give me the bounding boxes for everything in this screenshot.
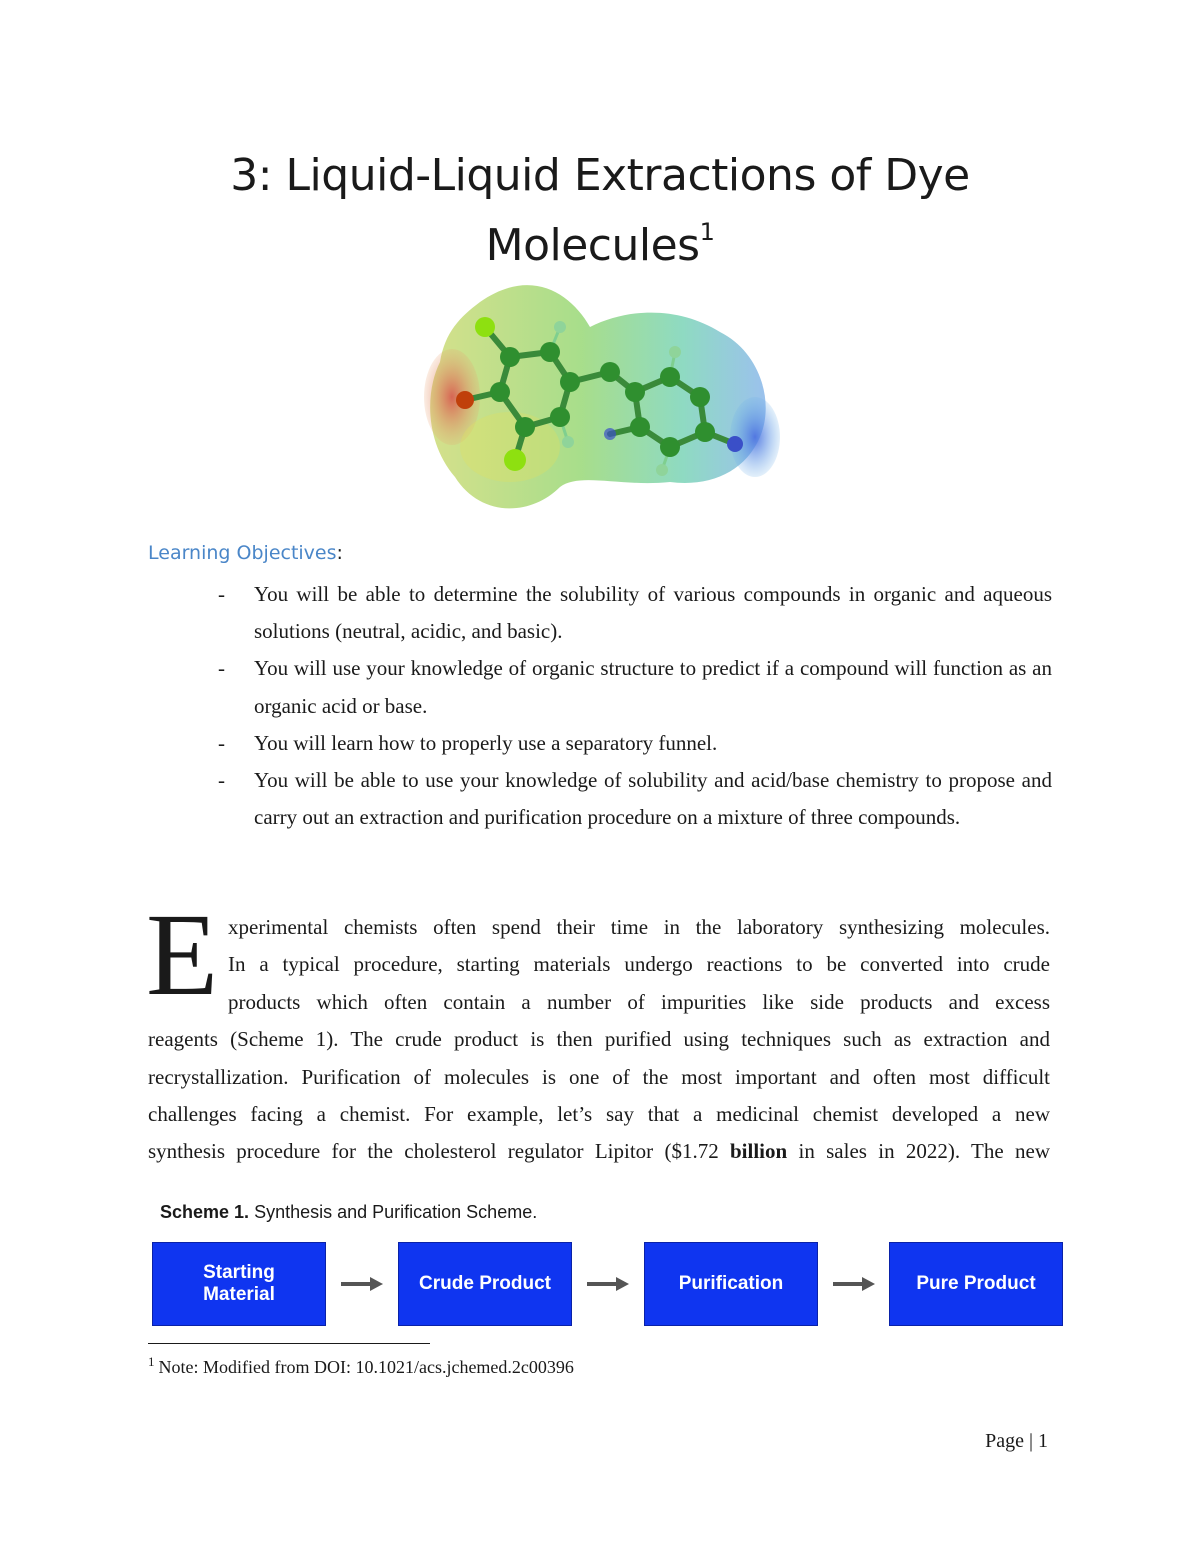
scheme-step-purification (644, 1242, 818, 1326)
scheme-step-line: Material (203, 1284, 275, 1305)
learning-objectives-list (212, 576, 1052, 836)
arrow-right-icon (340, 1274, 384, 1294)
body-line: reagents (Scheme 1). The crude product is then purified using techniques such as extraction and (148, 1027, 1050, 1052)
body-text-after-bold: in sales in 2022). The new (787, 1139, 1050, 1164)
molecule-electrostatic-potential-icon (420, 272, 780, 522)
objective-item (212, 725, 1052, 762)
objective-item (212, 576, 1052, 650)
objective-item (212, 650, 1052, 724)
body-line: products which often contain a number of impurities like side products and excess (228, 989, 1050, 1014)
body-line: recrystallization. Purification of molecules is one of the most important and often most difficult (148, 1064, 1050, 1089)
page-number: Page | 1 (985, 1430, 1048, 1452)
scheme-caption (160, 1202, 537, 1223)
scheme-caption-label: Scheme 1. (160, 1202, 250, 1222)
body-line: In a typical procedure, starting materials undergo reactions to be converted into crude (228, 952, 1050, 977)
scheme-step-crude-product (398, 1242, 572, 1326)
body-line: challenges facing a chemist. For example, let’s say that a medicinal chemist developed a new (148, 1101, 1050, 1126)
learning-objectives-heading (148, 542, 343, 564)
body-bold-billion: billion (730, 1139, 788, 1164)
arrow-right-icon (832, 1274, 876, 1294)
arrow-right-icon (586, 1274, 630, 1294)
title-footnote-marker: 1 (699, 218, 715, 247)
bullet-dash: - (218, 656, 225, 681)
scheme-step-line: Starting (203, 1262, 275, 1283)
footnote-divider (148, 1343, 430, 1344)
drop-cap-letter: E (146, 889, 219, 1020)
bullet-dash: - (218, 582, 225, 606)
body-paragraph (148, 909, 1050, 1171)
bullet-dash: - (218, 768, 225, 793)
footnote (148, 1354, 574, 1378)
page-title-line-1 (150, 150, 1050, 201)
title-text-2: Molecules (485, 220, 700, 271)
objective-text: You will be able to use your knowledge of solubility and acid/base chemistry to propose and carry out an extraction and purification procedure on a mixture of three compounds. (254, 768, 1052, 830)
learning-objectives-colon: : (336, 542, 343, 564)
body-line: xperimental chemists often spend their time in the laboratory synthesizing molecules. (228, 915, 1050, 939)
learning-objectives-label: Learning Objectives (148, 542, 337, 564)
scheme-caption-text: Synthesis and Purification Scheme. (249, 1202, 538, 1222)
objective-item (212, 762, 1052, 836)
body-line-last (148, 1133, 1050, 1170)
page-title-line-2 (150, 220, 1050, 271)
scheme-step-line: Purification (678, 1273, 784, 1294)
objective-text: You will learn how to properly use a separatory funnel. (254, 730, 718, 755)
footnote-marker: 1 (148, 1354, 155, 1369)
body-text-before-bold: synthesis procedure for the cholesterol regulator Lipitor ($1.72 (148, 1139, 730, 1164)
title-text-1: 3: Liquid-Liquid Extractions of Dye (230, 150, 970, 201)
scheme-step-pure-product (889, 1242, 1063, 1326)
footnote-text: Note: Modified from DOI: 10.1021/acs.jchemed.2c00396 (158, 1357, 574, 1377)
scheme-step-label (203, 1262, 275, 1306)
bullet-dash: - (218, 730, 225, 755)
scheme-step-line: Pure Product (916, 1273, 1036, 1294)
objective-text: You will use your knowledge of organic structure to predict if a compound will function as an organic acid or base. (254, 656, 1052, 718)
objective-text: You will be able to determine the solubility of various compounds in organic and aqueous solutions (neutral, acidic, and basic). (254, 582, 1052, 644)
scheme-step-starting-material (152, 1242, 326, 1326)
scheme-step-line: Crude Product (419, 1273, 551, 1294)
